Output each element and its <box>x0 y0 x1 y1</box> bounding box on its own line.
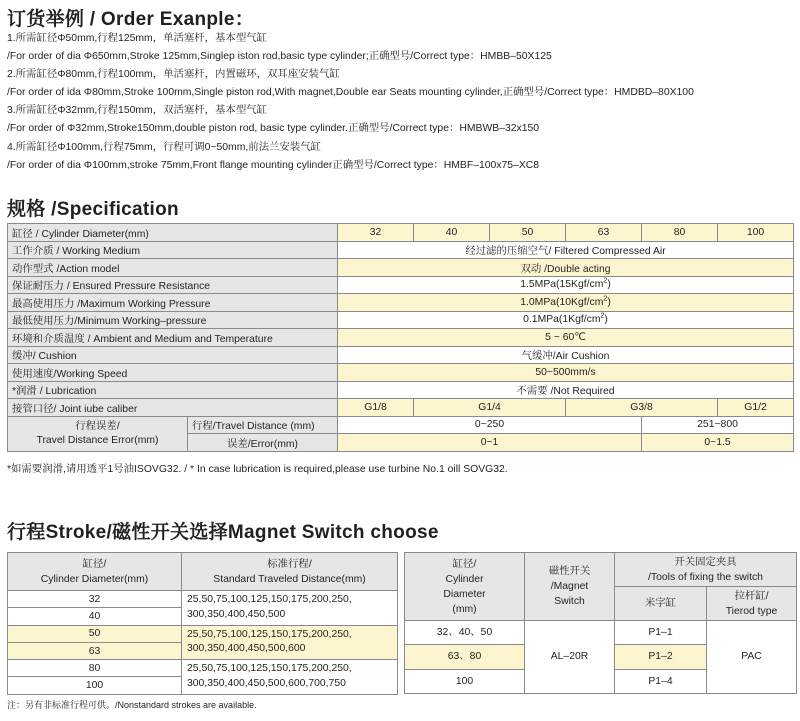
lubrication-footnote: *如需要润滑,请用透平1号油ISOVG32. / * In case lubrication is required,please use turbine No.1 oill SOVG32. <box>7 464 508 475</box>
bore-value: 40 <box>414 224 490 242</box>
order-line: 1.所需缸径Φ50mm,行程125mm，单活塞杆，基本型气缸 <box>7 33 267 44</box>
error-range: 0~1.5 <box>642 434 794 452</box>
spec-label: 保证耐压力 / Ensured Pressure Resistance <box>8 276 338 294</box>
rice-cylinder-header: 米字缸 <box>615 587 707 621</box>
tools-header <box>615 553 797 587</box>
table-row <box>8 224 794 242</box>
bore-cell: 63 <box>8 642 182 659</box>
error-label: 误差/Error(mm) <box>188 434 338 452</box>
header-cn: 标准行程/ <box>267 558 312 570</box>
port-value: G1/8 <box>338 399 414 417</box>
spec-value: 50~500mm/s <box>338 364 794 382</box>
table-row <box>8 660 398 677</box>
tierod-value: PAC <box>707 621 797 694</box>
spec-value-tail: ) <box>604 314 608 326</box>
table-row <box>8 591 398 608</box>
header-en: Cylinder Diameter(mm) <box>40 573 149 585</box>
spec-value-sup: 2 <box>603 295 608 303</box>
stroke-table <box>7 552 398 695</box>
header-line: 拉杆缸/ <box>734 590 769 602</box>
order-line: 4.所需缸径Φ100mm,行程75mm，行程可调0~50mm,前法兰安装气缸 <box>7 141 321 153</box>
spec-value: 经过滤的压缩空气/ Filtered Compressed Air <box>338 241 794 259</box>
table-row <box>8 311 794 329</box>
clip-model: P1–2 <box>615 645 707 669</box>
header-cn: 缸径/ <box>82 558 107 570</box>
table-row <box>8 416 794 434</box>
header-line: 开关固定夹具 <box>674 556 737 568</box>
table-row <box>8 625 398 642</box>
header-line: (mm) <box>452 603 477 615</box>
spec-label: *润滑 / Lubrication <box>8 381 338 399</box>
order-example-lines <box>7 30 797 175</box>
bore-cell: 32 <box>8 591 182 608</box>
magnet-switch-header <box>525 553 615 621</box>
travel-error-label-en: Travel Distance Error(mm) <box>36 434 159 446</box>
spec-label: 环境和介质温度 / Ambient and Medium and Temperature <box>8 329 338 347</box>
order-example-heading: 订货举例 / Order Exanple： <box>7 9 255 30</box>
spec-label: 最低使用压力/Minimum Working–pressure <box>8 311 338 329</box>
tierod-header <box>707 587 797 621</box>
clip-model: P1–1 <box>615 621 707 645</box>
port-value: G3/8 <box>566 399 718 417</box>
spec-value: 5 ~ 60℃ <box>338 329 794 347</box>
spec-label: 使用速度/Working Speed <box>8 364 338 382</box>
bore-cell: 80 <box>8 660 182 677</box>
stroke-line: 300,350,400,450,500,600 <box>187 643 306 655</box>
order-line: /For order of dia Φ100mm,stroke 75mm,Front flange mounting cylinder正确型号/Correct type：HMBF–100x75–XC8 <box>7 159 540 171</box>
spec-value <box>338 294 794 312</box>
bore-value: 63 <box>566 224 642 242</box>
stroke-line: 300,350,400,450,500,600,700,750 <box>187 677 346 689</box>
cylinder-diameter-header <box>8 553 182 591</box>
bore-value: 80 <box>642 224 718 242</box>
error-range: 0~1 <box>338 434 642 452</box>
order-line: 3.所需缸径Φ32mm,行程150mm，双活塞杆，基本型气缸 <box>7 105 267 117</box>
travel-error-label <box>8 416 188 451</box>
travel-distance-label: 行程/Travel Distance (mm) <box>188 416 338 434</box>
spec-value <box>338 276 794 294</box>
spec-value-tail: ) <box>607 279 611 291</box>
switch-diameter: 63、80 <box>405 645 525 669</box>
bore-cell: 100 <box>8 677 182 694</box>
travel-range: 0~250 <box>338 416 642 434</box>
spec-label: 最高使用压力 /Maximum Working Pressure <box>8 294 338 312</box>
port-value: G1/2 <box>718 399 794 417</box>
nonstandard-note: 注：另有非标准行程可供。/Nonstandard strokes are available. <box>7 700 257 710</box>
stroke-list <box>182 625 398 660</box>
header-line: Cylinder <box>445 573 484 585</box>
stroke-list <box>182 591 398 626</box>
bore-value: 50 <box>490 224 566 242</box>
table-row <box>8 241 794 259</box>
table-row <box>8 399 794 417</box>
table-row <box>8 329 794 347</box>
table-row <box>8 553 398 591</box>
table-row <box>8 259 794 277</box>
order-line: 2.所需缸径Φ80mm,行程100mm，单活塞杆，内置磁环，双耳座安装气缸 <box>7 69 340 81</box>
header-line: Switch <box>554 596 585 607</box>
spec-value: 气缓冲/Air Cushion <box>338 346 794 364</box>
table-row <box>8 294 794 312</box>
diameter-header <box>405 553 525 621</box>
spec-value: 双动 /Double acting <box>338 259 794 277</box>
stroke-line: 25,50,75,100,125,150,175,200,250, <box>187 628 352 640</box>
switch-diameter: 100 <box>405 669 525 693</box>
bore-value: 32 <box>338 224 414 242</box>
bore-cell: 50 <box>8 625 182 642</box>
header-line: 磁性开关 <box>548 566 591 577</box>
magnet-switch-table <box>404 552 797 694</box>
table-row <box>8 276 794 294</box>
spec-value-main: 1.0MPa(10Kgf/cm <box>520 296 604 308</box>
cylinder-diameter-label: 缸径 / Cylinder Diameter(mm) <box>8 224 338 242</box>
spec-label: 缓冲/ Cushion <box>8 346 338 364</box>
header-line: Tierod type <box>725 605 778 617</box>
travel-error-label-cn: 行程误差/ <box>75 420 120 432</box>
stroke-line: 25,50,75,100,125,150,175,200,250, <box>187 663 352 675</box>
spec-value: 不需要 /Not Required <box>338 381 794 399</box>
table-row <box>405 621 797 645</box>
clip-model: P1–4 <box>615 669 707 693</box>
spec-value-sup: 2 <box>600 312 605 320</box>
table-row <box>8 381 794 399</box>
header-line: /Magnet <box>550 581 589 592</box>
order-line: /For order of Φ32mm,Stroke150mm,double piston rod, basic type cylinder.正确型号/Correct type：HMBWB–32x150 <box>7 123 540 135</box>
header-en: Standard Traveled Distance(mm) <box>213 573 366 585</box>
spec-value-main: 0.1MPa(1Kgf/cm <box>523 314 601 326</box>
switch-model: AL–20R <box>525 621 615 694</box>
stroke-list <box>182 660 398 695</box>
stroke-line: 300,350,400,450,500 <box>187 608 286 620</box>
header-line: /Tools of fixing the switch <box>648 571 763 583</box>
spec-value <box>338 311 794 329</box>
bore-value: 100 <box>718 224 794 242</box>
spec-label: 工作介质 / Working Medium <box>8 241 338 259</box>
bore-cell: 40 <box>8 608 182 625</box>
table-row <box>8 364 794 382</box>
spec-value-main: 1.5MPa(15Kgf/cm <box>520 279 604 291</box>
order-line: /For order of ida Φ80mm,Stroke 100mm,Single piston rod,With magnet,Double ear Seats mounting cylinder,正确型号/Correct type：HMDBD–80X100 <box>7 87 694 99</box>
header-line: Diameter <box>443 588 486 600</box>
header-line: 缸径/ <box>452 558 477 570</box>
switch-diameter: 32、40、50 <box>405 621 525 645</box>
spec-label: 动作型式 /Action model <box>8 259 338 277</box>
order-line: /For order of dia Φ650mm,Stroke 125mm,Singlep iston rod,basic type cylinder;正确型号/Correct type：HMBB–50X125 <box>7 51 552 63</box>
table-row <box>405 553 797 587</box>
travel-range: 251~800 <box>642 416 794 434</box>
port-label: 接管口径/ Joint iube caliber <box>8 399 338 417</box>
spec-value-tail: ) <box>607 296 611 308</box>
table-row <box>8 346 794 364</box>
port-value: G1/4 <box>414 399 566 417</box>
spec-value-sup: 2 <box>603 277 608 285</box>
standard-stroke-header <box>182 553 398 591</box>
specification-table <box>7 223 794 452</box>
stroke-switch-heading: 行程Stroke/磁性开关选择Magnet Switch choose <box>7 522 439 543</box>
specification-heading: 规格 /Specification <box>7 199 179 220</box>
stroke-line: 25,50,75,100,125,150,175,200,250, <box>187 594 352 606</box>
